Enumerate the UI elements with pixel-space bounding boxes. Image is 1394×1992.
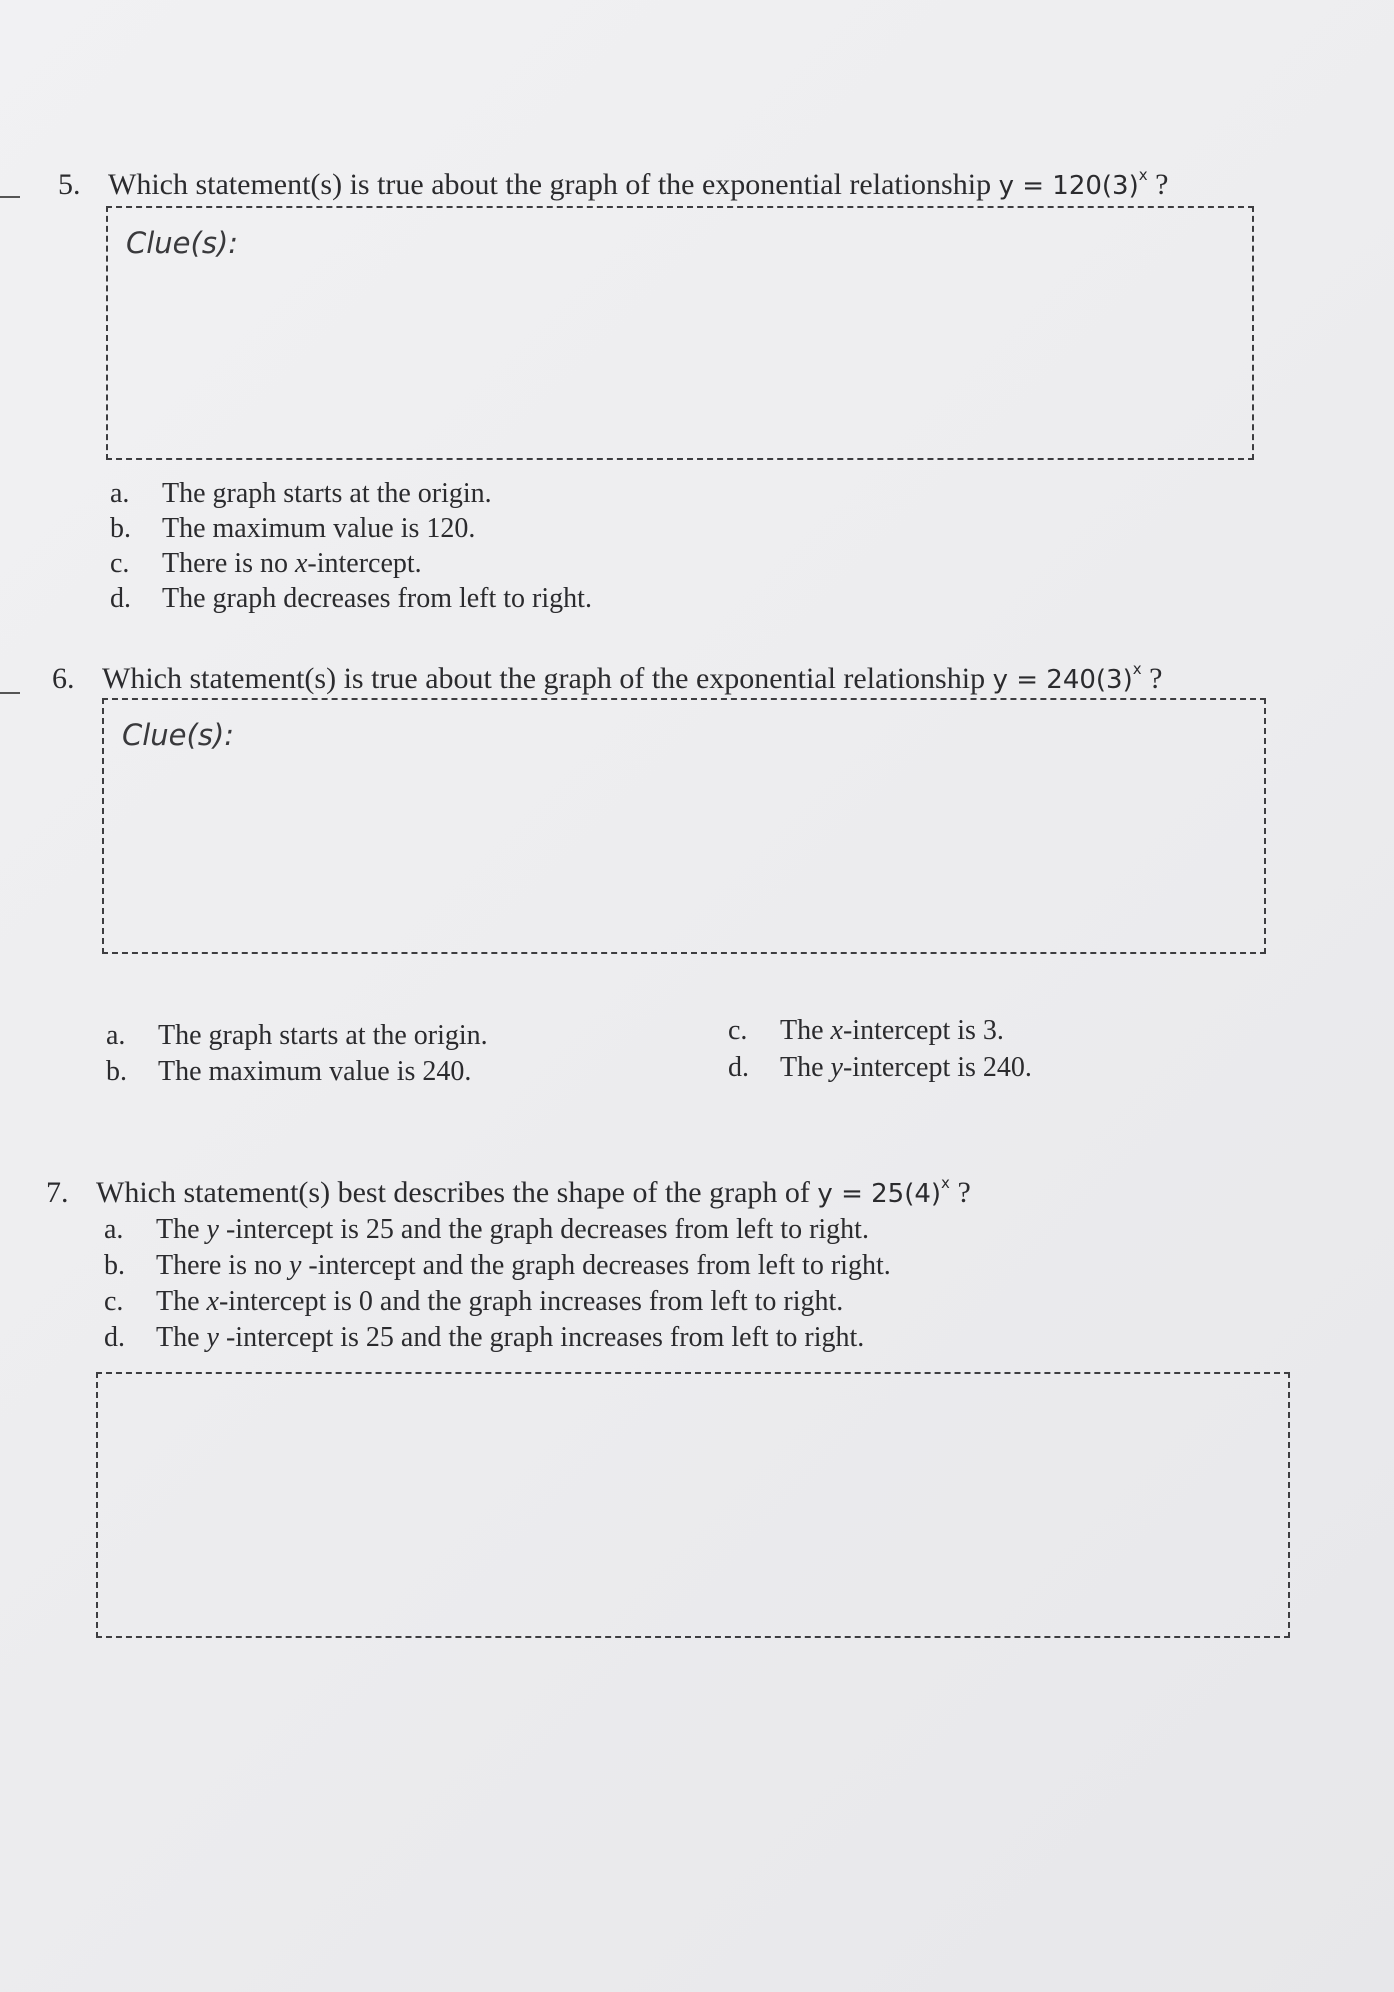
question-6 bbox=[52, 662, 1162, 696]
question-number: 7. bbox=[46, 1176, 69, 1209]
option-d[interactable]: d. The graph decreases from left to right. bbox=[110, 583, 592, 614]
answer-box[interactable] bbox=[96, 1372, 1290, 1638]
option-d[interactable]: d. The y-intercept is 240. bbox=[728, 1052, 1032, 1083]
clue-label: Clue(s): bbox=[122, 718, 235, 752]
question-text: Which statement(s) is true about the graph of the exponential relationship bbox=[108, 168, 992, 201]
option-a[interactable]: a. The graph starts at the origin. bbox=[106, 1020, 488, 1051]
option-a[interactable]: a. The graph starts at the origin. bbox=[110, 478, 492, 509]
question-mark: ? bbox=[957, 1176, 971, 1209]
clue-label: Clue(s): bbox=[126, 226, 239, 260]
option-d[interactable]: d. The y -intercept is 25 and the graph increases from left to right. bbox=[104, 1322, 865, 1353]
option-c[interactable]: c. The x-intercept is 3. bbox=[728, 1015, 1004, 1046]
question-text: Which statement(s) best describes the shape of the graph of bbox=[96, 1176, 810, 1209]
clue-box[interactable] bbox=[102, 698, 1266, 954]
option-a[interactable]: a. The y -intercept is 25 and the graph decreases from left to right. bbox=[104, 1214, 869, 1245]
option-b[interactable]: b. There is no y -intercept and the graph decreases from left to right. bbox=[104, 1250, 891, 1281]
equation: $y = 25(4)^x$ bbox=[817, 1174, 950, 1209]
margin-mark bbox=[0, 196, 20, 198]
question-text: Which statement(s) is true about the graph of the exponential relationship bbox=[102, 662, 986, 695]
question-7 bbox=[46, 1176, 971, 1210]
clue-box[interactable] bbox=[106, 206, 1254, 460]
equation: $y = 240(3)^x$ bbox=[992, 660, 1142, 695]
question-number: 5. bbox=[58, 168, 81, 201]
question-mark: ? bbox=[1155, 168, 1169, 201]
equation: $y = 120(3)^x$ bbox=[998, 166, 1148, 201]
question-5 bbox=[58, 168, 1168, 202]
question-mark: ? bbox=[1149, 662, 1163, 695]
option-c[interactable]: c. The x-intercept is 0 and the graph increases from left to right. bbox=[104, 1286, 844, 1317]
option-c[interactable]: c. There is no x-intercept. bbox=[110, 548, 422, 579]
option-b[interactable]: b. The maximum value is 240. bbox=[106, 1056, 472, 1087]
margin-mark bbox=[0, 692, 20, 694]
option-b[interactable]: b. The maximum value is 120. bbox=[110, 513, 476, 544]
question-number: 6. bbox=[52, 662, 75, 695]
